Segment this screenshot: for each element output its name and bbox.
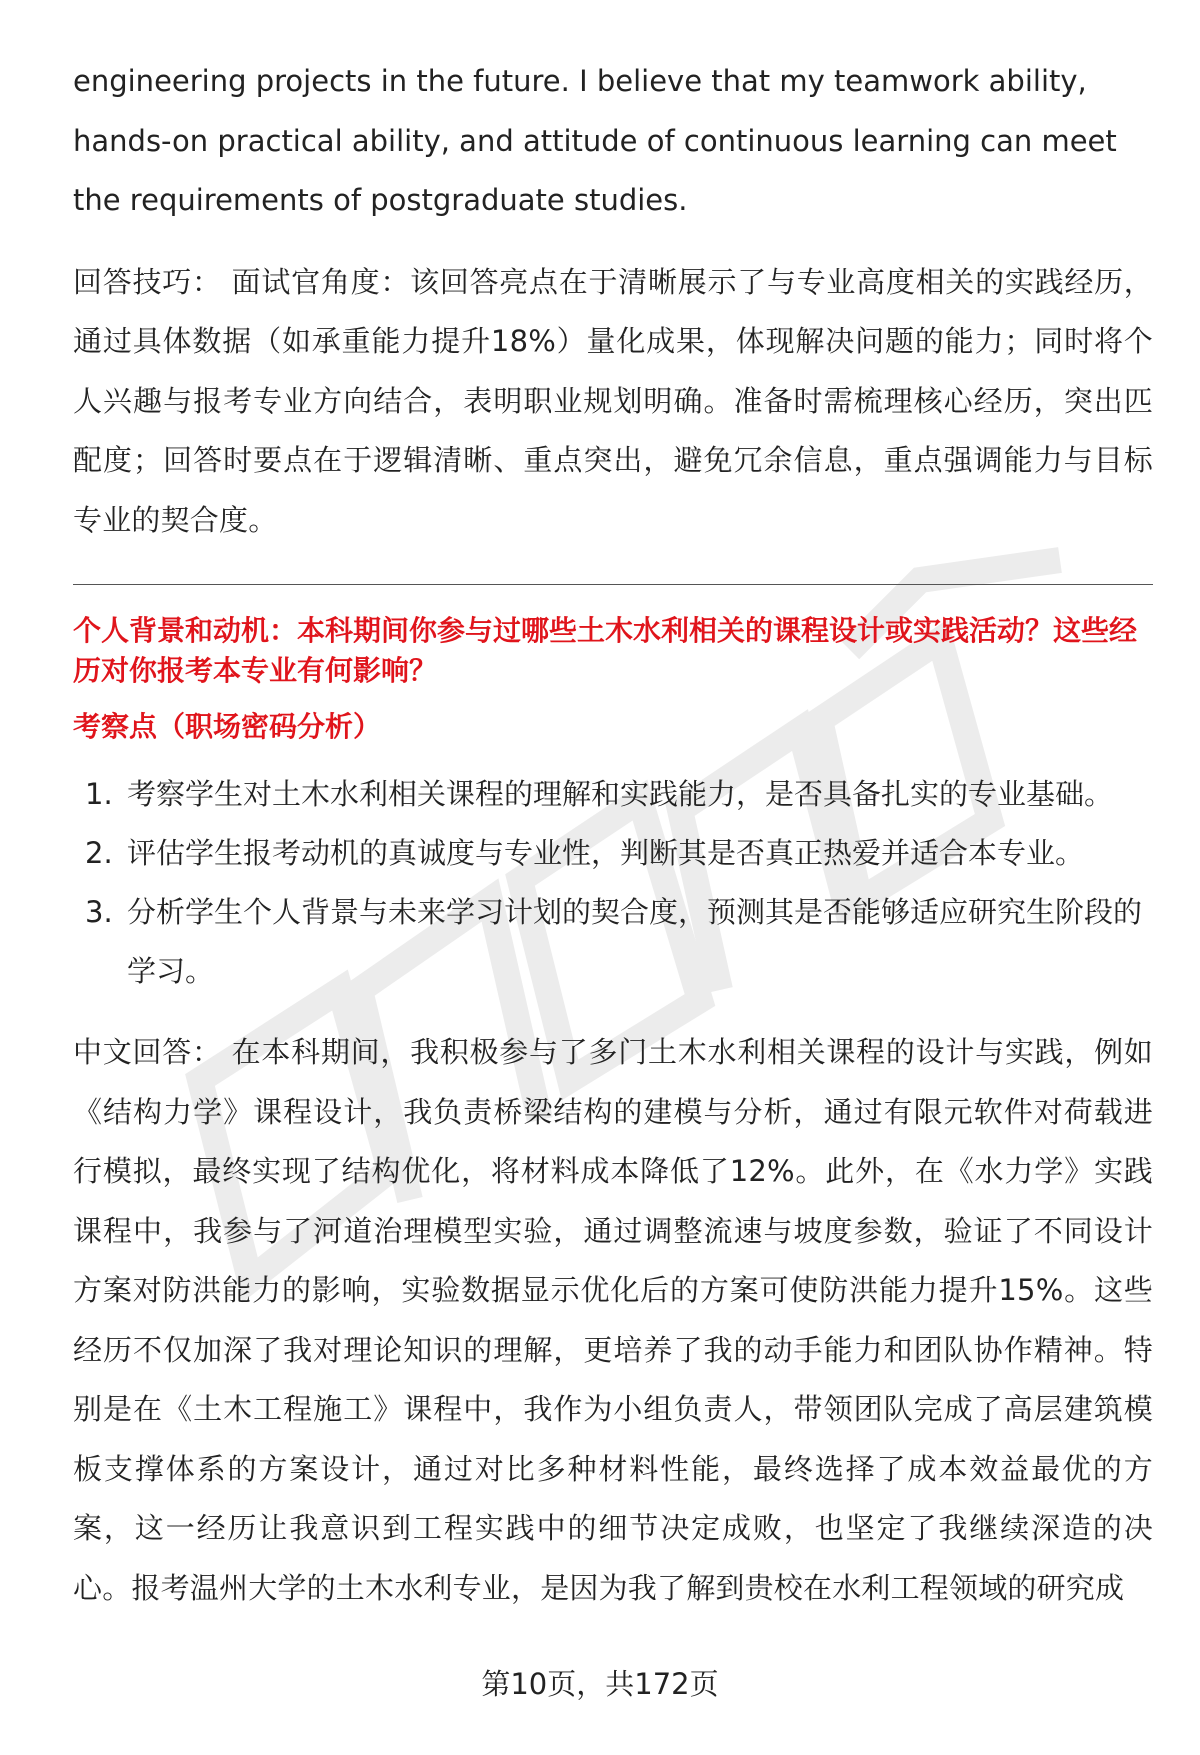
answer-tips-text: 面试官角度：该回答亮点在于清晰展示了与专业高度相关的实践经历，通过具体数据（如承重能力提升18%）量化成果，体现解决问题的能力；同时将个人兴趣与报考专业方向结合，表明职业规划明确。准备时需梳理核心经历，突出匹配度；回答时要点在于逻辑清晰、重点突出，避免冗余信息，重点强调能力与目标专业的契合度。 <box>73 264 1154 537</box>
analysis-heading: 考察点（职场密码分析） <box>73 710 382 743</box>
list-item <box>73 765 1153 824</box>
question-heading: 个人背景和动机：本科期间你参与过哪些土木水利相关的课程设计或实践活动？这些经历对你报考本专业有何影响？ <box>73 614 1138 687</box>
document-page <box>73 52 1153 1618</box>
list-item-text: 考察学生对土木水利相关课程的理解和实践能力，是否具备扎实的专业基础。 <box>127 777 1114 811</box>
list-item-text: 评估学生报考动机的真诚度与专业性，判断其是否真正热爱并适合本专业。 <box>127 836 1085 870</box>
list-item-number: 1. <box>85 777 113 811</box>
chinese-answer-text: 在本科期间，我积极参与了多门土木水利相关课程的设计与实践，例如《结构力学》课程设计，我负责桥梁结构的建模与分析，通过有限元软件对荷载进行模拟，最终实现了结构优化，将材料成本降低了12%。此外，在《水力学》实践课程中，我参与了河道治理模型实验，通过调整流速与坡度参数，验证了不同设计方案对防洪能力的影响，实验数据显示优化后的方案可使防洪能力提升15%。这些经历不仅加深了我对理论知识的理解，更培养了我的动手能力和团队协作精神。特别是在《土木工程施工》课程中，我作为小组负责人，带领团队完成了高层建筑模板支撑体系的方案设计，通过对比多种材料性能，最终选择了成本效益最优的方案，这一经历让我意识到工程实践中的细节决定成败，也坚定了我继续深造的决心。报考温州大学的土木水利专业，是因为我了解到贵校在水利工程领域的研究成 <box>73 1035 1154 1605</box>
list-item-text: 分析学生个人背景与未来学习计划的契合度，预测其是否能够适应研究生阶段的学习。 <box>127 895 1143 988</box>
intro-paragraph: engineering projects in the future. I believe that my teamwork ability, hands-on practical ability, and attitude of continuous learning can meet the requirements of postgraduate studies. <box>73 64 1117 217</box>
answer-tips-paragraph <box>73 253 1153 551</box>
list-item-number: 2. <box>85 836 113 870</box>
chinese-answer-label: 中文回答： <box>73 1035 222 1069</box>
list-item-number: 3. <box>85 895 113 929</box>
list-item <box>73 883 1153 1001</box>
analysis-list <box>73 765 1153 1001</box>
section-divider <box>73 584 1153 585</box>
answer-tips-label: 回答技巧： <box>73 264 222 299</box>
page-number-footer: 第10页，共172页 <box>481 1667 719 1701</box>
chinese-answer-paragraph <box>73 1023 1153 1618</box>
list-item <box>73 824 1153 883</box>
